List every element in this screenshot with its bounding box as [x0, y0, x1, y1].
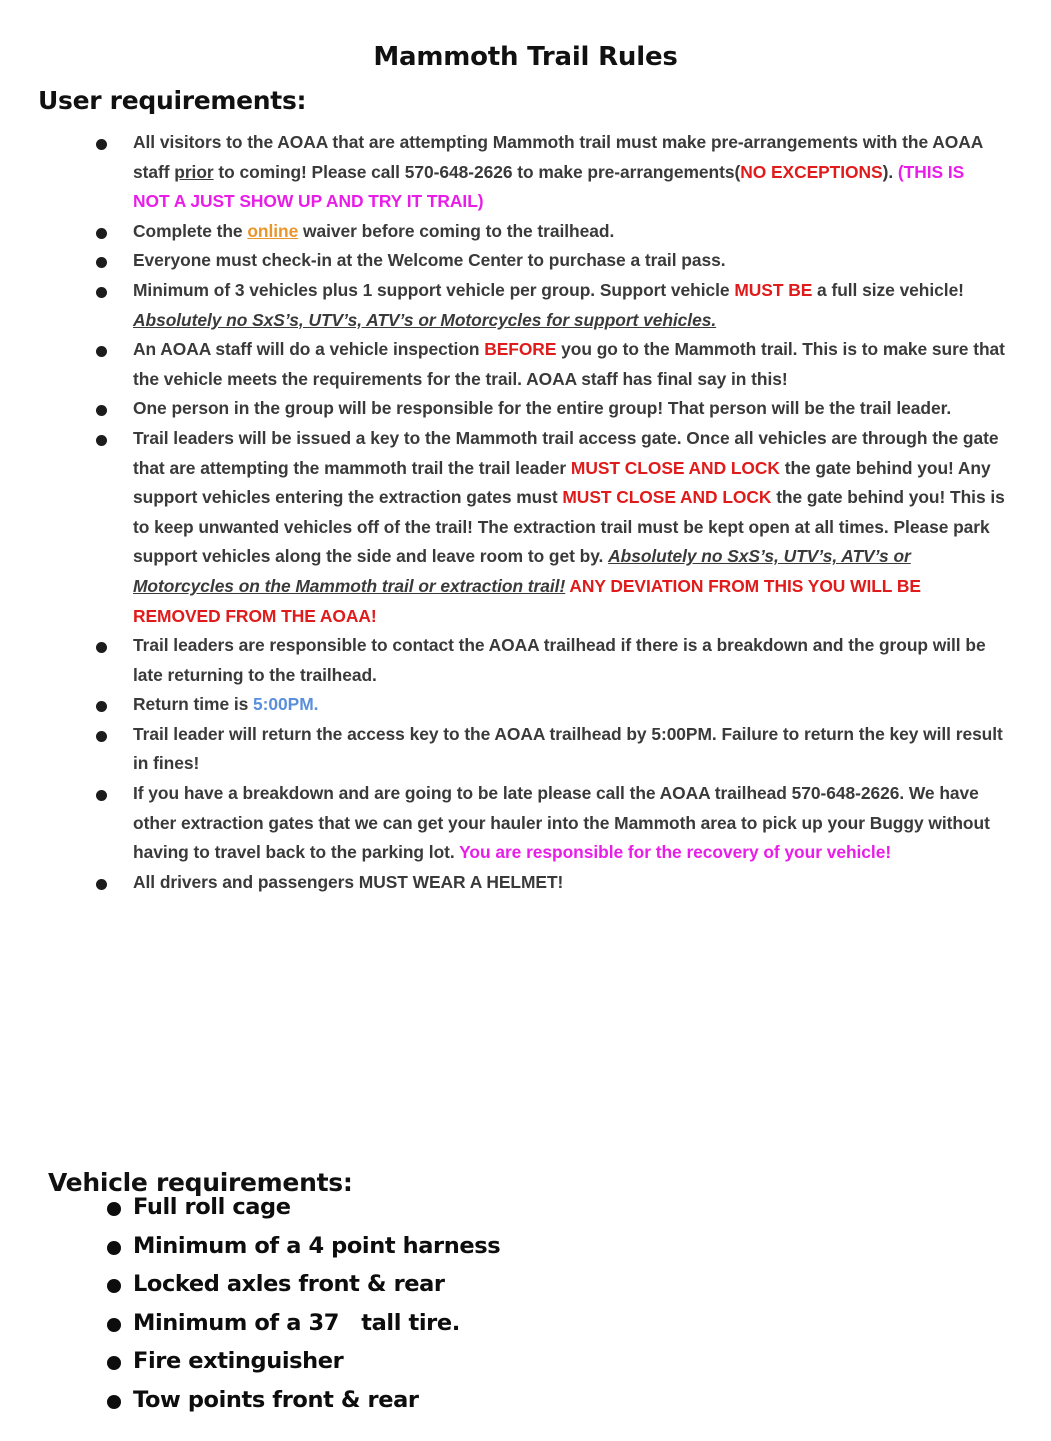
emphasis-red-run: MUST CLOSE AND LOCK	[562, 487, 772, 508]
vehicle-requirements-list	[103, 1188, 803, 1419]
emphasis-red-run: MUST CLOSE AND LOCK	[570, 457, 780, 478]
user-requirement-item-gate-key-lock	[90, 424, 1005, 631]
emphasis-blue-run: 5:00PM.	[253, 694, 319, 715]
text-run: Trail leaders are responsible to contact the AOAA trailhead if there is a breakdown and the group will be late returning to the trailhead.	[133, 635, 986, 685]
text-run: the gate behind you! Any support vehicles entering the extraction gates must	[133, 457, 991, 508]
vehicle-requirement-item-roll-cage: Full roll cage	[103, 1188, 803, 1227]
text-run: All drivers and passengers MUST WEAR A HELMET!	[133, 871, 564, 892]
section-heading-user-requirements: User requirements:	[38, 85, 307, 115]
section-heading-vehicle-requirements: Vehicle requirements:	[48, 1167, 353, 1197]
user-requirement-item-vehicle-inspection	[90, 335, 1005, 394]
user-requirement-item-welcome-center-checkin	[90, 246, 1005, 276]
text-run: One person in the group will be responsible for the entire group! That person will be the trail leader.	[133, 398, 952, 419]
text-run: Minimum of 3 vehicles plus 1 support vehicle per group. Support vehicle	[133, 279, 735, 300]
text-run: a full size vehicle!	[812, 279, 964, 300]
user-requirement-item-return-time	[90, 690, 1005, 720]
user-requirement-item-online-waiver	[90, 217, 1005, 247]
user-requirement-item-vehicle-minimums	[90, 276, 1005, 335]
italic-underlined-run: Absolutely no SxS’s, UTV’s, ATV’s or Motorcycles on the Mammoth trail or extraction trail!	[133, 546, 911, 596]
vehicle-requirement-item-locked-axles: Locked axles front & rear	[103, 1265, 803, 1304]
text-run: If you have a breakdown and are going to be late please call the AOAA trailhead 570-648-2626. We have other extraction gates that we can get your hauler into the Mammoth area to pick up your Buggy without having to travel back to the parking lot.	[133, 783, 990, 863]
emphasis-red-run: MUST BE	[734, 279, 813, 300]
vehicle-requirement-item-fire-extinguisher: Fire extinguisher	[103, 1342, 803, 1381]
user-requirement-item-helmet-required	[90, 868, 1005, 898]
vehicle-requirement-item-harness: Minimum of a 4 point harness	[103, 1227, 803, 1266]
emphasis-magenta-run: (THIS IS NOT A JUST SHOW UP AND TRY IT TRAIL)	[133, 161, 965, 212]
text-run: Trail leader will return the access key to the AOAA trailhead by 5:00PM. Failure to return the key will result in fines!	[133, 723, 1003, 774]
emphasis-red-run: ANY DEVIATION FROM THIS YOU WILL BE REMOVED FROM THE AOAA!	[133, 575, 921, 626]
user-requirement-item-breakdown-recovery	[90, 779, 1005, 868]
user-requirement-item-key-return	[90, 720, 1005, 779]
vehicle-requirement-item-tire-size: Minimum of a 37 tall tire.	[103, 1304, 803, 1343]
page-title: Mammoth Trail Rules	[373, 42, 678, 73]
vehicle-requirement-item-tow-points: Tow points front & rear	[103, 1381, 803, 1420]
italic-underlined-run: Absolutely no SxS’s, UTV’s, ATV’s or Motorcycles for support vehicles.	[133, 309, 717, 330]
text-run: the gate behind you! This is to keep unwanted vehicles off of the trail! The extraction trail must be kept open at all times. Please park support vehicles along the side and leave room to get by.	[133, 487, 1005, 567]
user-requirement-item-breakdown-contact	[90, 631, 1005, 690]
text-run: Complete the	[133, 220, 248, 241]
text-run: Return time is	[133, 694, 254, 715]
emphasis-red-run: BEFORE	[484, 339, 557, 360]
emphasis-red-run: NO EXCEPTIONS	[740, 161, 883, 182]
user-requirement-item-group-leader	[90, 394, 1005, 424]
text-run: you go to the Mammoth trail. This is to make sure that the vehicle meets the requirements for the trail. AOAA staff has final say in this!	[133, 339, 1005, 389]
text-run: to coming! Please call 570-648-2626 to make pre-arrangements(	[213, 161, 741, 182]
online-waiver-link[interactable]: online	[247, 220, 299, 241]
user-requirements-list	[90, 128, 1005, 897]
user-requirement-item-pre-arrangements	[90, 128, 1005, 217]
text-run: Trail leaders will be issued a key to the Mammoth trail access gate. Once all vehicles are through the gate that are attempting the mammoth trail the trail leader	[133, 427, 999, 478]
text-run: Everyone must check-in at the Welcome Center to purchase a trail pass.	[133, 250, 726, 271]
text-run: waiver before coming to the trailhead.	[298, 220, 615, 241]
text-run: ).	[882, 161, 898, 182]
text-run: An AOAA staff will do a vehicle inspection	[133, 339, 485, 360]
text-run: All visitors to the AOAA that are attempting Mammoth trail must make pre-arrangements with the AOAA staff	[133, 132, 983, 182]
emphasis-magenta-run: You are responsible for the recovery of your vehicle!	[459, 842, 892, 863]
underlined-run: prior	[174, 161, 214, 182]
